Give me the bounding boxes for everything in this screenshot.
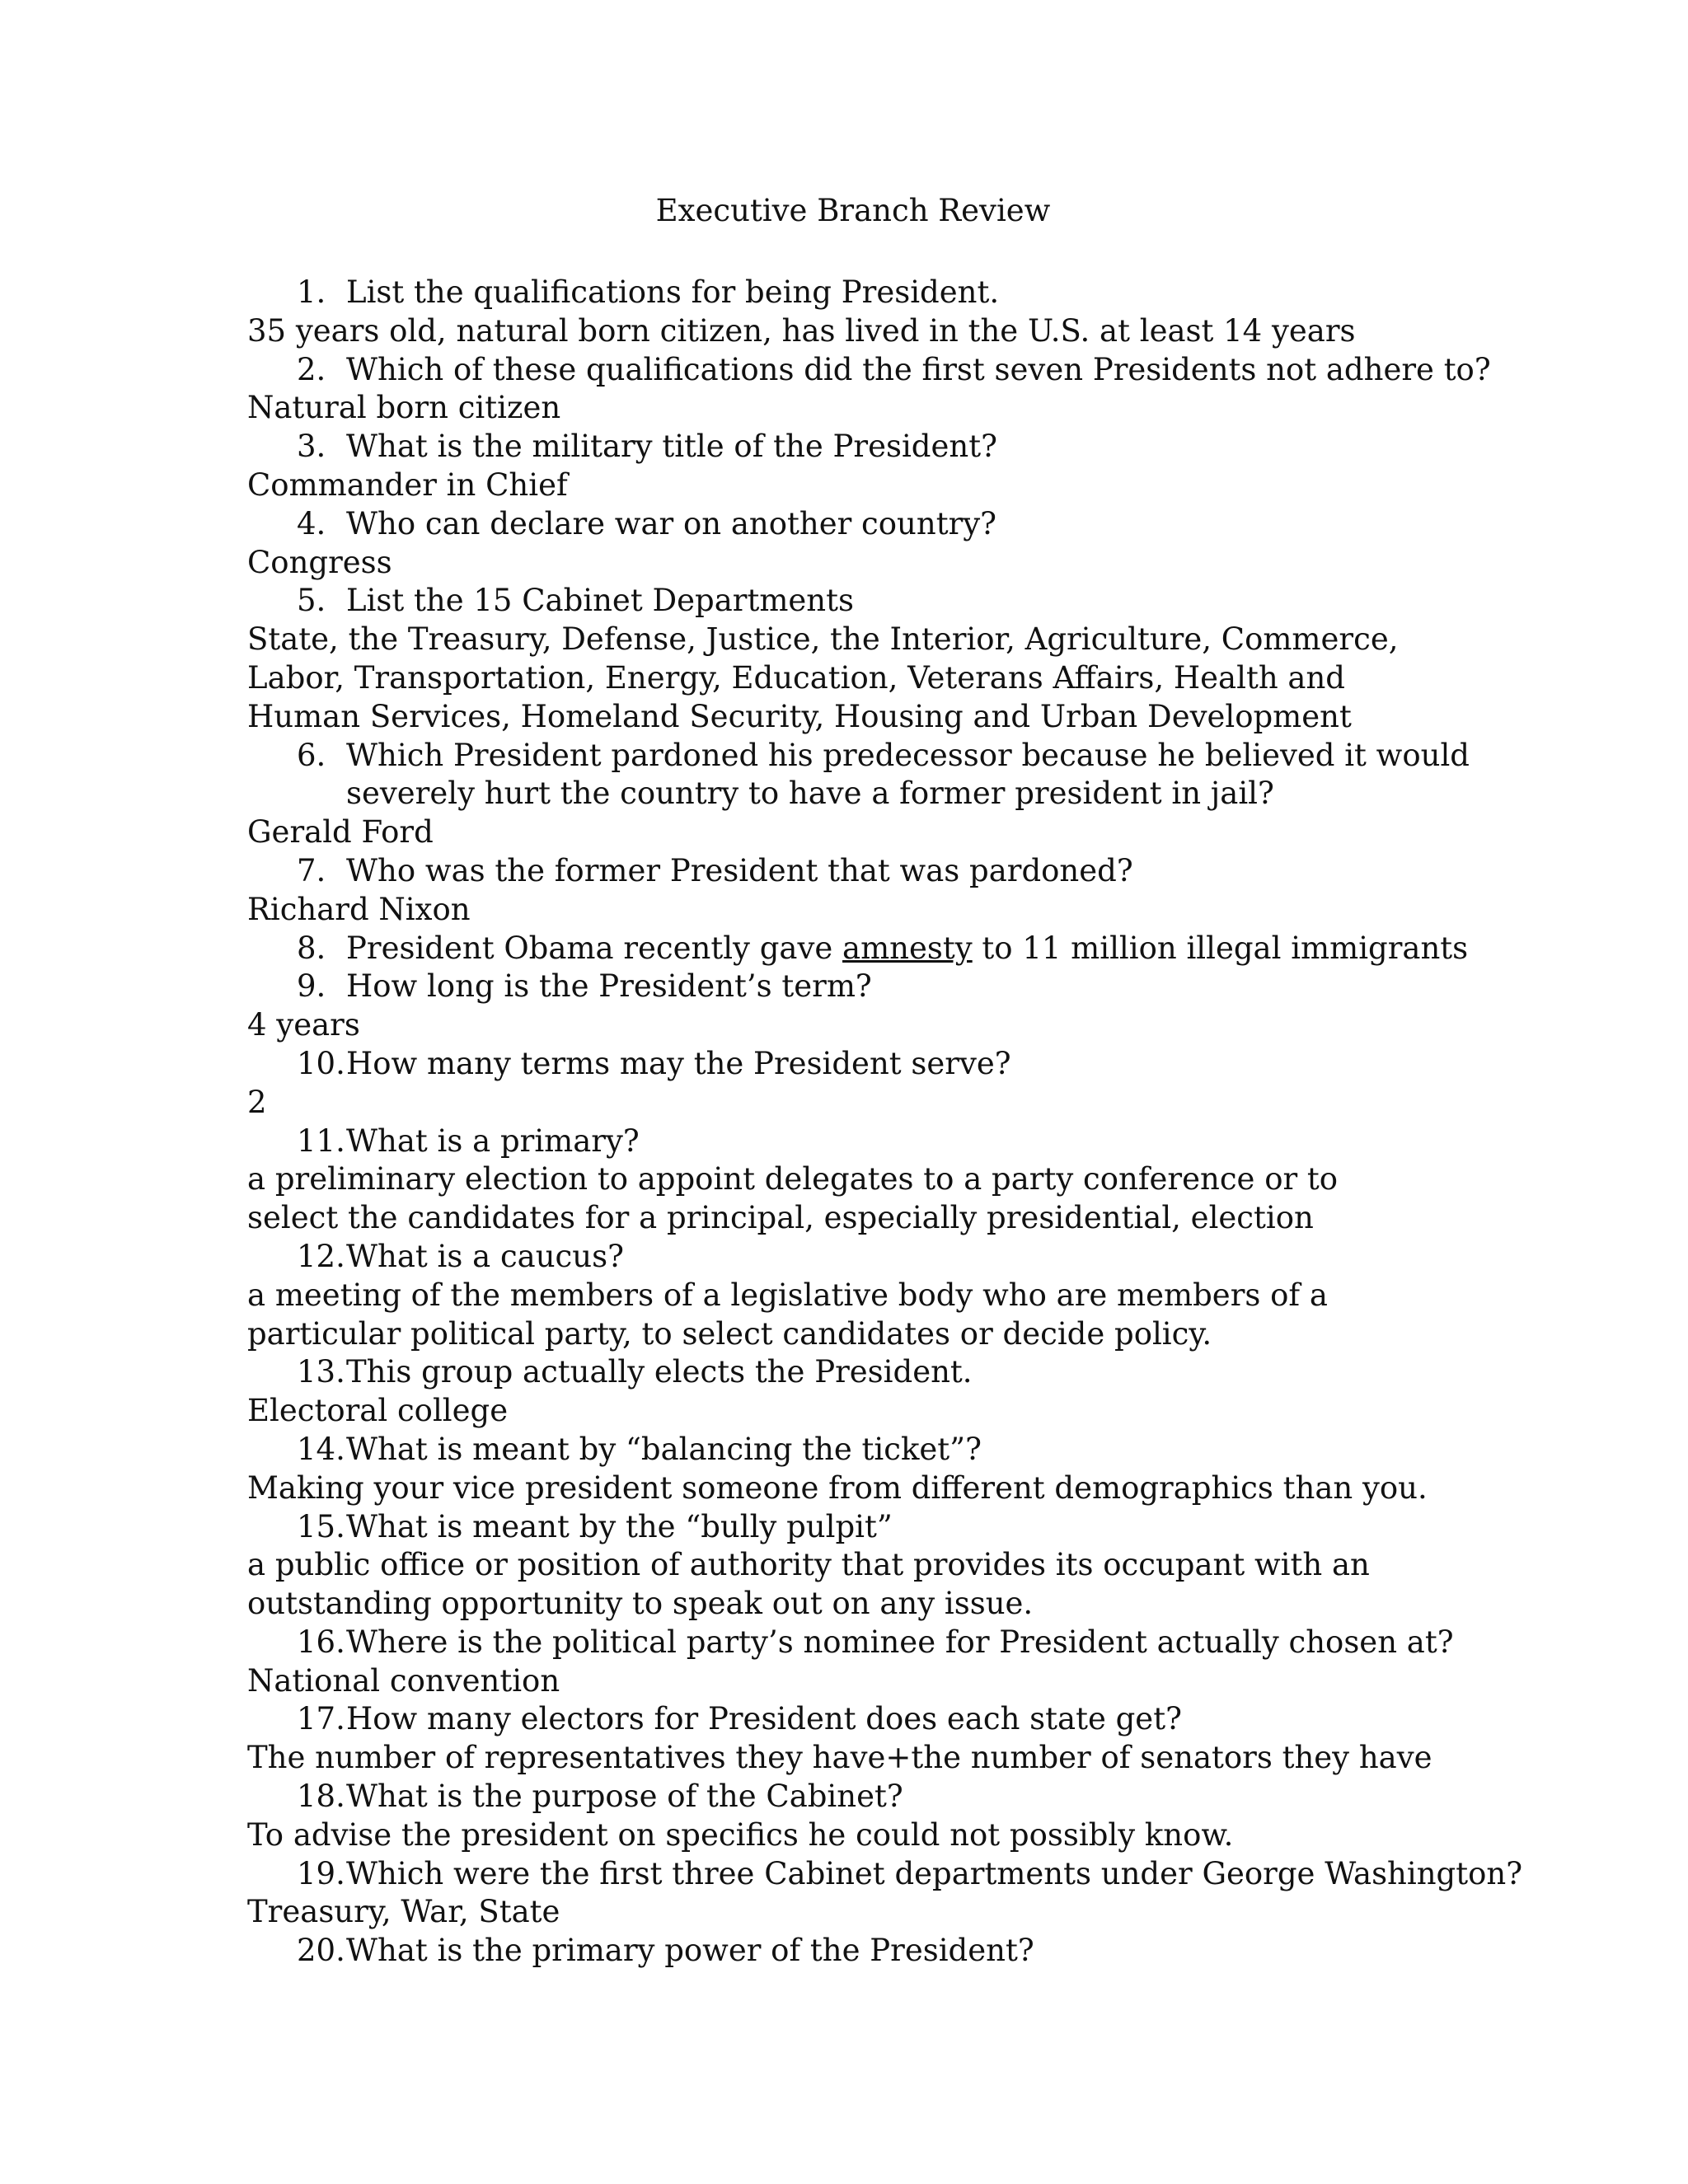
question-item <box>247 1238 1459 1277</box>
question-item <box>247 1353 1459 1392</box>
underlined-term: amnesty <box>842 930 973 966</box>
question-text: How many electors for President does each state get? <box>346 1701 1182 1737</box>
question-number: 4. <box>297 505 326 541</box>
question-text: Who can declare war on another country? <box>346 505 997 541</box>
question-item <box>247 968 1459 1006</box>
question-text: What is the military title of the President? <box>346 429 997 465</box>
answer-text: a meeting of the members of a legislative body who are members of a particular political party, to select candidates or decide policy. <box>247 1277 1328 1352</box>
question-text: Which of these qualifications did the first seven Presidents not adhere to? <box>346 351 1491 387</box>
question-item <box>247 274 1459 312</box>
question-item <box>247 1855 1523 1894</box>
question-item <box>247 930 1469 968</box>
question-item <box>247 428 1459 466</box>
question-number: 17. <box>297 1701 345 1737</box>
answer-text: Congress <box>247 544 392 580</box>
question-item <box>247 1778 1459 1816</box>
question-number: 5. <box>297 583 326 619</box>
question-text: How long is the President’s term? <box>346 968 872 1005</box>
question-number: 10. <box>297 1045 345 1081</box>
question-number: 7. <box>297 852 326 888</box>
answer-text: State, the Treasury, Defense, Justice, the Interior, Agriculture, Commerce, Labor, Transportation, Energy, Education, Veterans Affairs, Health and Human Services, Homeland Security, Housing and Urban Development <box>247 621 1399 734</box>
question-text: This group actually elects the President. <box>346 1354 973 1390</box>
answer-text: To advise the president on specifics he could not possibly know. <box>247 1816 1234 1853</box>
question-text: Which were the first three Cabinet departments under George Washington? <box>346 1855 1523 1891</box>
answer-text: Electoral college <box>247 1393 509 1429</box>
question-text: What is meant by the “bully pulpit” <box>346 1508 893 1544</box>
question-text: What is meant by “balancing the ticket”? <box>346 1431 982 1467</box>
question-number: 14. <box>297 1431 345 1467</box>
question-number: 1. <box>297 274 326 310</box>
question-number: 18. <box>297 1779 345 1815</box>
question-text: to 11 million illegal immigrants <box>972 930 1469 966</box>
question-number: 15. <box>297 1508 345 1544</box>
question-text: How many terms may the President serve? <box>346 1045 1011 1081</box>
answer-text: 2 <box>247 1084 267 1120</box>
document-title: Executive Branch Review <box>655 193 1051 228</box>
answer-text: Richard Nixon <box>247 891 471 927</box>
question-text: President Obama recently gave <box>346 930 843 966</box>
question-number: 11. <box>297 1122 345 1159</box>
question-number: 13. <box>297 1354 345 1390</box>
question-text: List the 15 Cabinet Departments <box>346 583 854 619</box>
answer-text: Treasury, War, State <box>247 1894 560 1930</box>
question-item <box>247 1431 1459 1469</box>
question-number: 8. <box>297 930 326 966</box>
question-item <box>247 1508 1459 1547</box>
question-number: 3. <box>297 429 326 465</box>
question-item <box>247 737 1475 814</box>
question-number: 12. <box>297 1238 345 1274</box>
answer-text: a preliminary election to appoint delegates to a party conference or to select the candidates for a principal, especially presidential, election <box>247 1161 1339 1236</box>
answer-text: a public office or position of authority that provides its occupant with an outstanding opportunity to speak out on any issue. <box>247 1547 1370 1622</box>
question-text: What is the primary power of the President? <box>346 1933 1034 1969</box>
answer-text: Making your vice president someone from different demographics than you. <box>247 1469 1428 1506</box>
answer-text: 35 years old, natural born citizen, has lived in the U.S. at least 14 years <box>247 312 1356 349</box>
question-list <box>247 274 1523 1971</box>
question-item <box>247 505 1459 544</box>
question-text: What is a primary? <box>346 1122 640 1159</box>
question-text: List the qualifications for being President. <box>346 274 1000 310</box>
question-item <box>247 1122 1459 1161</box>
question-text: Which President pardoned his predecessor because he believed it would severely hurt the country to have a former president in jail? <box>346 737 1470 812</box>
answer-text: Natural born citizen <box>247 390 561 426</box>
answer-text: 4 years <box>247 1007 360 1043</box>
answer-text: The number of representatives they have+the number of senators they have <box>247 1740 1432 1776</box>
question-text: Where is the political party’s nominee for President actually chosen at? <box>346 1624 1454 1660</box>
question-text: Who was the former President that was pardoned? <box>346 852 1133 888</box>
question-text: What is a caucus? <box>346 1238 624 1274</box>
answer-text: Commander in Chief <box>247 466 568 503</box>
question-item <box>247 852 1459 891</box>
answer-text: National convention <box>247 1662 560 1699</box>
question-number: 2. <box>297 351 326 387</box>
question-item <box>247 1045 1459 1084</box>
question-item <box>247 582 1459 621</box>
answer-text: Gerald Ford <box>247 814 434 851</box>
question-text: What is the purpose of the Cabinet? <box>346 1779 903 1815</box>
question-item <box>247 1932 1459 1971</box>
question-item <box>247 1700 1459 1739</box>
question-item <box>247 351 1491 390</box>
question-number: 19. <box>297 1855 345 1891</box>
question-number: 16. <box>297 1624 345 1660</box>
question-number: 20. <box>297 1933 345 1969</box>
question-item <box>247 1624 1459 1662</box>
question-number: 9. <box>297 968 326 1005</box>
question-number: 6. <box>297 737 326 773</box>
